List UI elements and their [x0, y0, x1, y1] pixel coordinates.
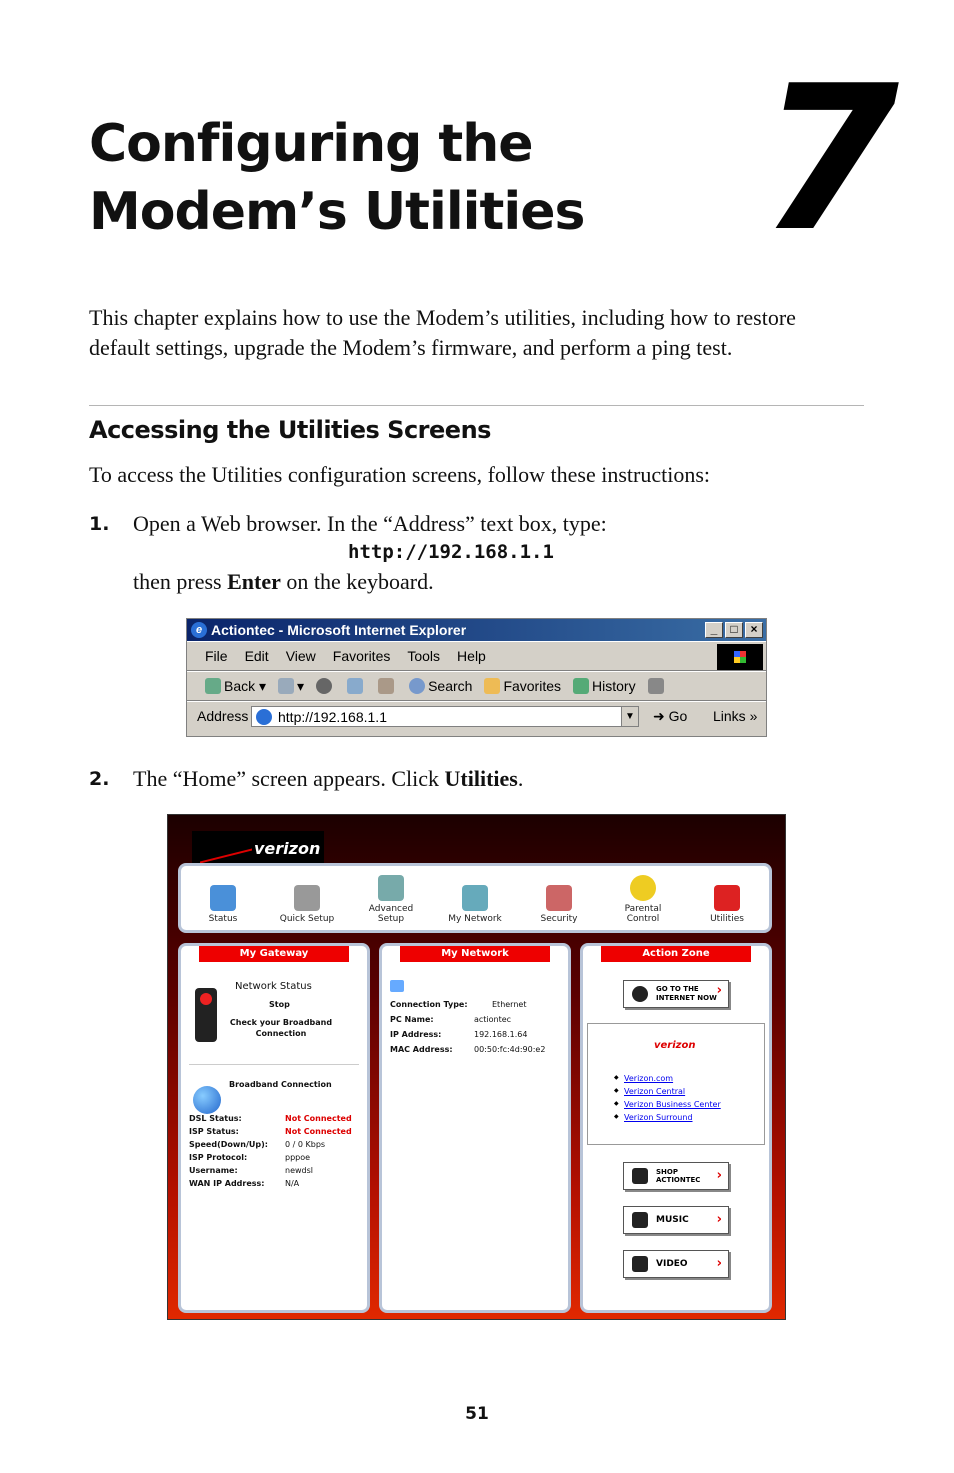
connection-type-value: Ethernet: [492, 1000, 527, 1009]
chapter-title-line1: Configuring the: [89, 114, 533, 174]
address-label: Address: [197, 708, 249, 724]
section-lead: To access the Utilities configuration screens, follow these instructions:: [89, 462, 711, 487]
verizon-nav: [178, 863, 772, 933]
menu-view[interactable]: View: [285, 648, 316, 664]
minimize-button[interactable]: _: [705, 622, 723, 638]
username-value: newdsl: [285, 1166, 314, 1175]
action-zone-panel: [580, 943, 772, 1313]
links-button[interactable]: Links »: [713, 708, 758, 724]
music-button-label: MUSIC: [656, 1215, 689, 1225]
window-controls: [705, 622, 763, 638]
step-2-post: .: [517, 766, 524, 791]
dsl-status-label: DSL Status:: [189, 1114, 242, 1123]
nav-utilities-label: Utilities: [710, 914, 744, 924]
isp-status-label: ISP Status:: [189, 1127, 239, 1136]
my-gateway-panel: [178, 943, 370, 1313]
link-verizon-com[interactable]: ◆ Verizon.com: [624, 1074, 673, 1083]
verizon-check-icon: [200, 833, 252, 864]
menu-file[interactable]: File: [205, 648, 228, 664]
history-button[interactable]: [573, 678, 636, 694]
nav-quick-setup[interactable]: [271, 885, 343, 924]
nav-my-network[interactable]: [439, 885, 511, 924]
menu-help[interactable]: Help: [457, 648, 486, 664]
chapter-title: [89, 110, 729, 246]
broadband-connection-title: Broadband Connection: [229, 1080, 332, 1089]
forward-button[interactable]: ▾: [278, 678, 304, 695]
search-icon: [409, 678, 425, 694]
print-icon: [648, 678, 664, 694]
parental-lock-icon: [630, 875, 656, 901]
isp-protocol-label: ISP Protocol:: [189, 1153, 248, 1162]
mac-address-label: MAC Address:: [390, 1045, 453, 1054]
step-2-number: 2.: [89, 768, 110, 790]
video-camera-icon: [632, 1256, 648, 1272]
then-pre: then press: [133, 569, 228, 594]
nav-security[interactable]: [523, 885, 595, 924]
pc-name-value: actiontec: [474, 1015, 512, 1024]
page-number: 51: [465, 1404, 489, 1424]
pc-name-label: PC Name:: [390, 1015, 434, 1024]
nav-status[interactable]: [187, 885, 259, 924]
ip-address-value: 192.168.1.64: [474, 1030, 528, 1039]
my-network-icon: [462, 885, 488, 911]
home-icon: [378, 678, 394, 694]
verizon-logo-text: verizon: [254, 839, 321, 858]
address-value: http://192.168.1.1: [278, 708, 387, 725]
link-verizon-surround[interactable]: ◆ Verizon Surround: [624, 1113, 693, 1122]
traffic-light-icon: [195, 988, 217, 1042]
go-button[interactable]: ➜ Go: [653, 708, 688, 724]
ie-window-title: Actiontec - Microsoft Internet Explorer: [211, 622, 467, 638]
video-button-label: VIDEO: [656, 1259, 688, 1269]
globe-icon: [193, 1086, 221, 1114]
ie-title-bar: [187, 619, 766, 641]
nav-advanced-setup[interactable]: [355, 875, 427, 924]
step-1-number: 1.: [89, 513, 110, 535]
favorites-label: Favorites: [503, 678, 562, 694]
nav-parental-control-label: Parental Control: [624, 904, 662, 924]
chevron-right-icon: ›: [716, 1212, 722, 1227]
maximize-button[interactable]: □: [725, 622, 743, 638]
nav-security-label: Security: [540, 914, 578, 924]
chapter-number: 7: [760, 43, 900, 276]
isp-protocol-value: pppoe: [285, 1153, 311, 1162]
step-1-url: http://192.168.1.1: [348, 541, 554, 563]
links-label: Links: [713, 708, 746, 724]
shopping-cart-icon: [632, 1168, 648, 1184]
search-label: Search: [428, 678, 473, 694]
section-divider: [89, 405, 864, 406]
nav-status-label: Status: [208, 914, 238, 924]
ie-address-bar: [187, 701, 766, 731]
address-dropdown-button[interactable]: ▼: [621, 706, 639, 727]
mac-address-value: 00:50:fc:4d:90:e2: [474, 1045, 546, 1054]
computer-icon: [390, 980, 404, 992]
security-icon: [546, 885, 572, 911]
isp-status-value: Not Connected: [285, 1127, 352, 1136]
ip-address-label: IP Address:: [390, 1030, 442, 1039]
nav-utilities[interactable]: [691, 885, 763, 924]
menu-edit[interactable]: Edit: [244, 648, 269, 664]
intro-paragraph: This chapter explains how to use the Modem’s utilities, including how to restore default settings, upgrade the Modem’s firmware, and perform a ping test.: [89, 305, 796, 360]
stop-icon: [316, 678, 332, 694]
chevron-right-icon: ›: [716, 1256, 722, 1271]
history-label: History: [592, 678, 636, 694]
back-button[interactable]: Back ▾: [205, 678, 266, 695]
stop-status: Stop: [269, 1000, 290, 1009]
shop-button-label: SHOP ACTIONTEC: [656, 1168, 701, 1184]
wan-ip-value: N/A: [285, 1179, 300, 1188]
back-arrow-icon: [205, 678, 221, 694]
step-1-then: [133, 567, 434, 597]
verizon-small-logo: verizon: [654, 1040, 696, 1051]
history-icon: [573, 678, 589, 694]
network-status-title: Network Status: [235, 981, 312, 992]
check-broadband-message: Check your Broadband Connection: [229, 1018, 333, 1038]
refresh-button[interactable]: [347, 678, 366, 694]
username-label: Username:: [189, 1166, 238, 1175]
dsl-status-value: Not Connected: [285, 1114, 352, 1123]
windows-logo-icon: [717, 644, 763, 670]
speed-value: 0 / 0 Kbps: [285, 1140, 326, 1149]
favorites-icon: [484, 678, 500, 694]
verizon-home-screen: [167, 814, 786, 1320]
ie-toolbar: [187, 671, 766, 701]
gateway-divider: [189, 1064, 359, 1065]
verizon-logo: [192, 831, 324, 865]
stop-button[interactable]: [316, 678, 335, 694]
utilities-emphasis: Utilities: [444, 766, 518, 791]
print-button[interactable]: [648, 678, 667, 694]
advanced-setup-icon: [378, 875, 404, 901]
refresh-icon: [347, 678, 363, 694]
link-verizon-central[interactable]: ◆ Verizon Central: [624, 1087, 685, 1096]
quick-setup-icon: [294, 885, 320, 911]
forward-arrow-icon: [278, 678, 294, 694]
page-icon: [256, 709, 272, 725]
nav-quick-setup-label: Quick Setup: [279, 914, 335, 924]
home-button[interactable]: [378, 678, 397, 694]
enter-key: Enter: [227, 569, 281, 594]
video-button[interactable]: [623, 1250, 729, 1278]
ie-logo-icon: e: [191, 622, 207, 638]
verizon-links-box: [587, 1023, 765, 1145]
menu-tools[interactable]: Tools: [407, 648, 441, 664]
step-1-text: Open a Web browser. In the “Address” text box, type:: [133, 511, 607, 536]
connection-type-label: Connection Type:: [390, 1000, 468, 1009]
action-zone-header: Action Zone: [601, 946, 751, 962]
shop-actiontec-button[interactable]: [623, 1162, 729, 1190]
chevron-right-icon: ›: [716, 1168, 722, 1183]
section-heading: Accessing the Utilities Screens: [89, 416, 491, 444]
globe-button-icon: [632, 986, 648, 1002]
chevron-right-icon: ›: [716, 983, 722, 998]
chapter-title-line2: Modem’s Utilities: [89, 182, 585, 242]
speed-label: Speed(Down/Up):: [189, 1140, 268, 1149]
search-button[interactable]: [409, 678, 472, 694]
favorites-button[interactable]: [484, 678, 561, 694]
back-label: Back: [224, 678, 256, 694]
music-button[interactable]: [623, 1206, 729, 1234]
go-label: Go: [668, 708, 688, 724]
then-post: on the keyboard.: [280, 569, 434, 594]
address-input[interactable]: [251, 706, 639, 727]
step-2-text: [133, 764, 523, 794]
nav-my-network-label: My Network: [448, 914, 502, 924]
nav-parental-control[interactable]: [607, 875, 679, 924]
my-network-panel: [379, 943, 571, 1313]
utilities-toolbox-icon: [714, 885, 740, 911]
ie-browser-window: [186, 618, 767, 737]
ie-menu-bar: [187, 641, 766, 671]
link-verizon-business-center[interactable]: ◆ Verizon Business Center: [624, 1100, 721, 1109]
close-button[interactable]: ×: [745, 622, 763, 638]
internet-button-label: GO TO THE INTERNET NOW: [656, 985, 717, 1002]
my-gateway-header: My Gateway: [199, 946, 349, 962]
status-icon: [210, 885, 236, 911]
wan-ip-label: WAN IP Address:: [189, 1179, 265, 1188]
music-note-icon: [632, 1212, 648, 1228]
step-2-pre: The “Home” screen appears. Click: [133, 766, 445, 791]
menu-favorites[interactable]: Favorites: [332, 648, 391, 664]
my-network-header: My Network: [400, 946, 550, 962]
nav-advanced-setup-label: Advanced Setup: [368, 904, 414, 924]
go-to-internet-button[interactable]: [623, 980, 729, 1008]
